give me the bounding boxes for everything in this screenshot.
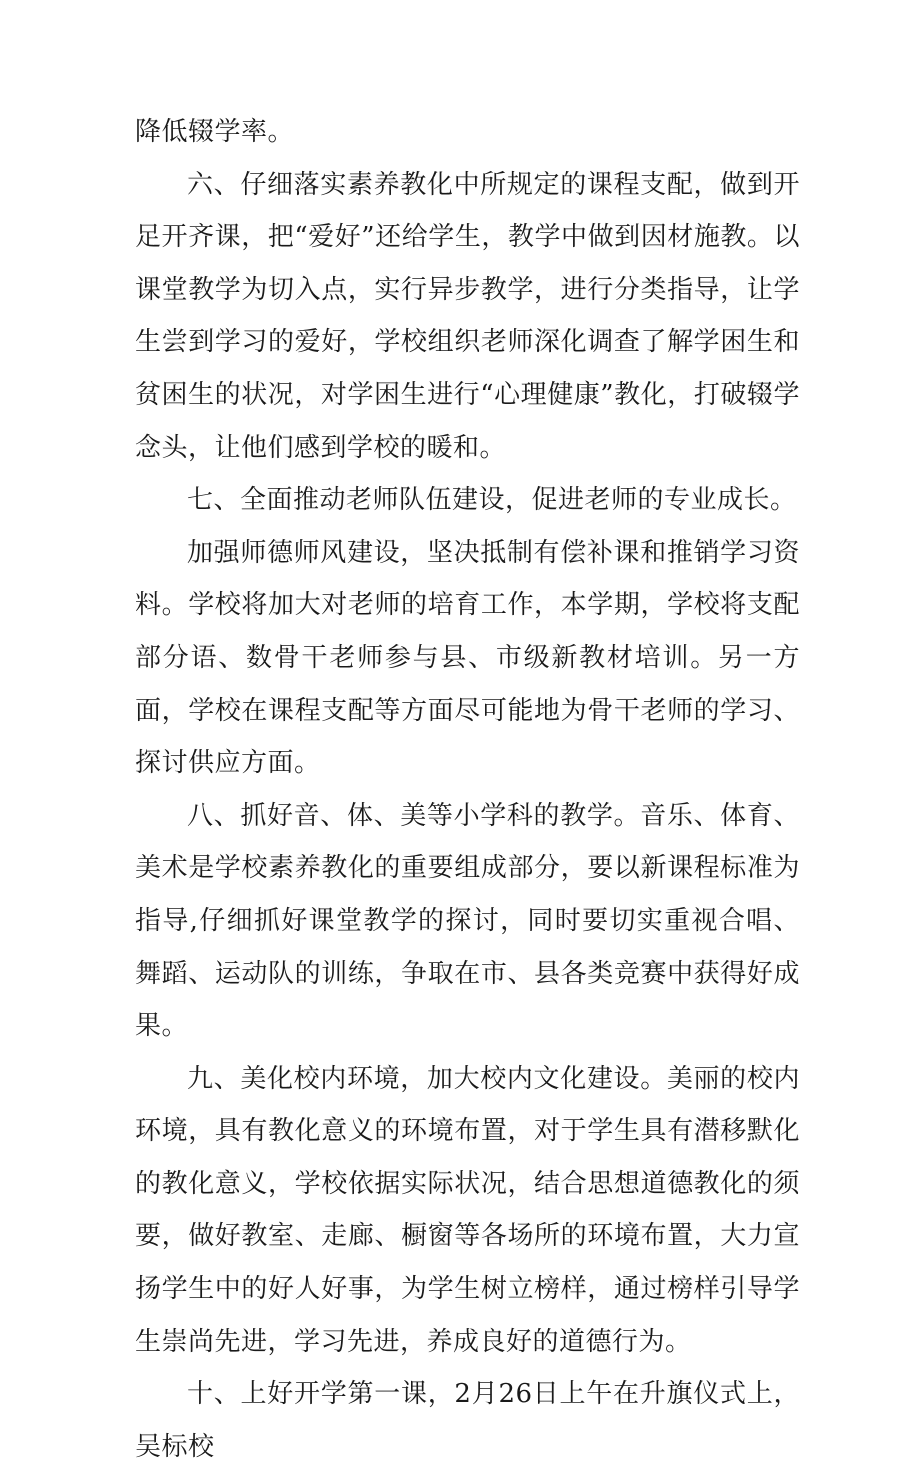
paragraph-item-10: 十、上好开学第一课，2月26日上午在升旗仪式上，吴标校	[135, 1379, 800, 1462]
paragraph-teacher-ethics: 加强师德师风建设，坚决抵制有偿补课和推销学习资料。学校将加大对老师的培育工作，本学期，学校将支配部分语、数骨干老师参与县、市级新教材培训。另一方面，学校在课程支配等方面尽可能地为骨干老师的学习、探讨供应方面。	[135, 537, 800, 779]
paragraph-item-9: 九、美化校内环境，加大校内文化建设。美丽的校内环境，具有教化意义的环境布置，对于学生具有潜移默化的教化意义，学校依据实际状况，结合思想道德教化的须要，做好教室、走廊、橱窗等各场所的环境布置，大力宣扬学生中的好人好事，为学生树立榜样，通过榜样引导学生崇尚先进，学习先进，养成良好的道德行为。	[135, 1063, 800, 1357]
document-body	[135, 106, 800, 1473]
paragraph-item-7: 七、全面推动老师队伍建设，促进老师的专业成长。	[187, 485, 797, 516]
paragraph-continuation: 降低辍学率。	[135, 117, 295, 147]
paragraph-item-6: 六、仔细落实素养教化中所规定的课程支配，做到开足开齐课，把“爱好”还给学生，教学中做到因材施教。以课堂教学为切入点，实行异步教学，进行分类指导，让学生尝到学习的爱好，学校组织老师深化调查了解学困生和贫困生的状况，对学困生进行“心理健康”教化，打破辍学念头，让他们感到学校的暖和。	[135, 169, 800, 463]
paragraph-item-8: 八、抓好音、体、美等小学科的教学。音乐、体育、美术是学校素养教化的重要组成部分，要以新课程标准为指导,仔细抓好课堂教学的探讨，同时要切实重视合唱、舞蹈、运动队的训练，争取在市、县各类竞赛中获得好成果。	[135, 800, 800, 1042]
